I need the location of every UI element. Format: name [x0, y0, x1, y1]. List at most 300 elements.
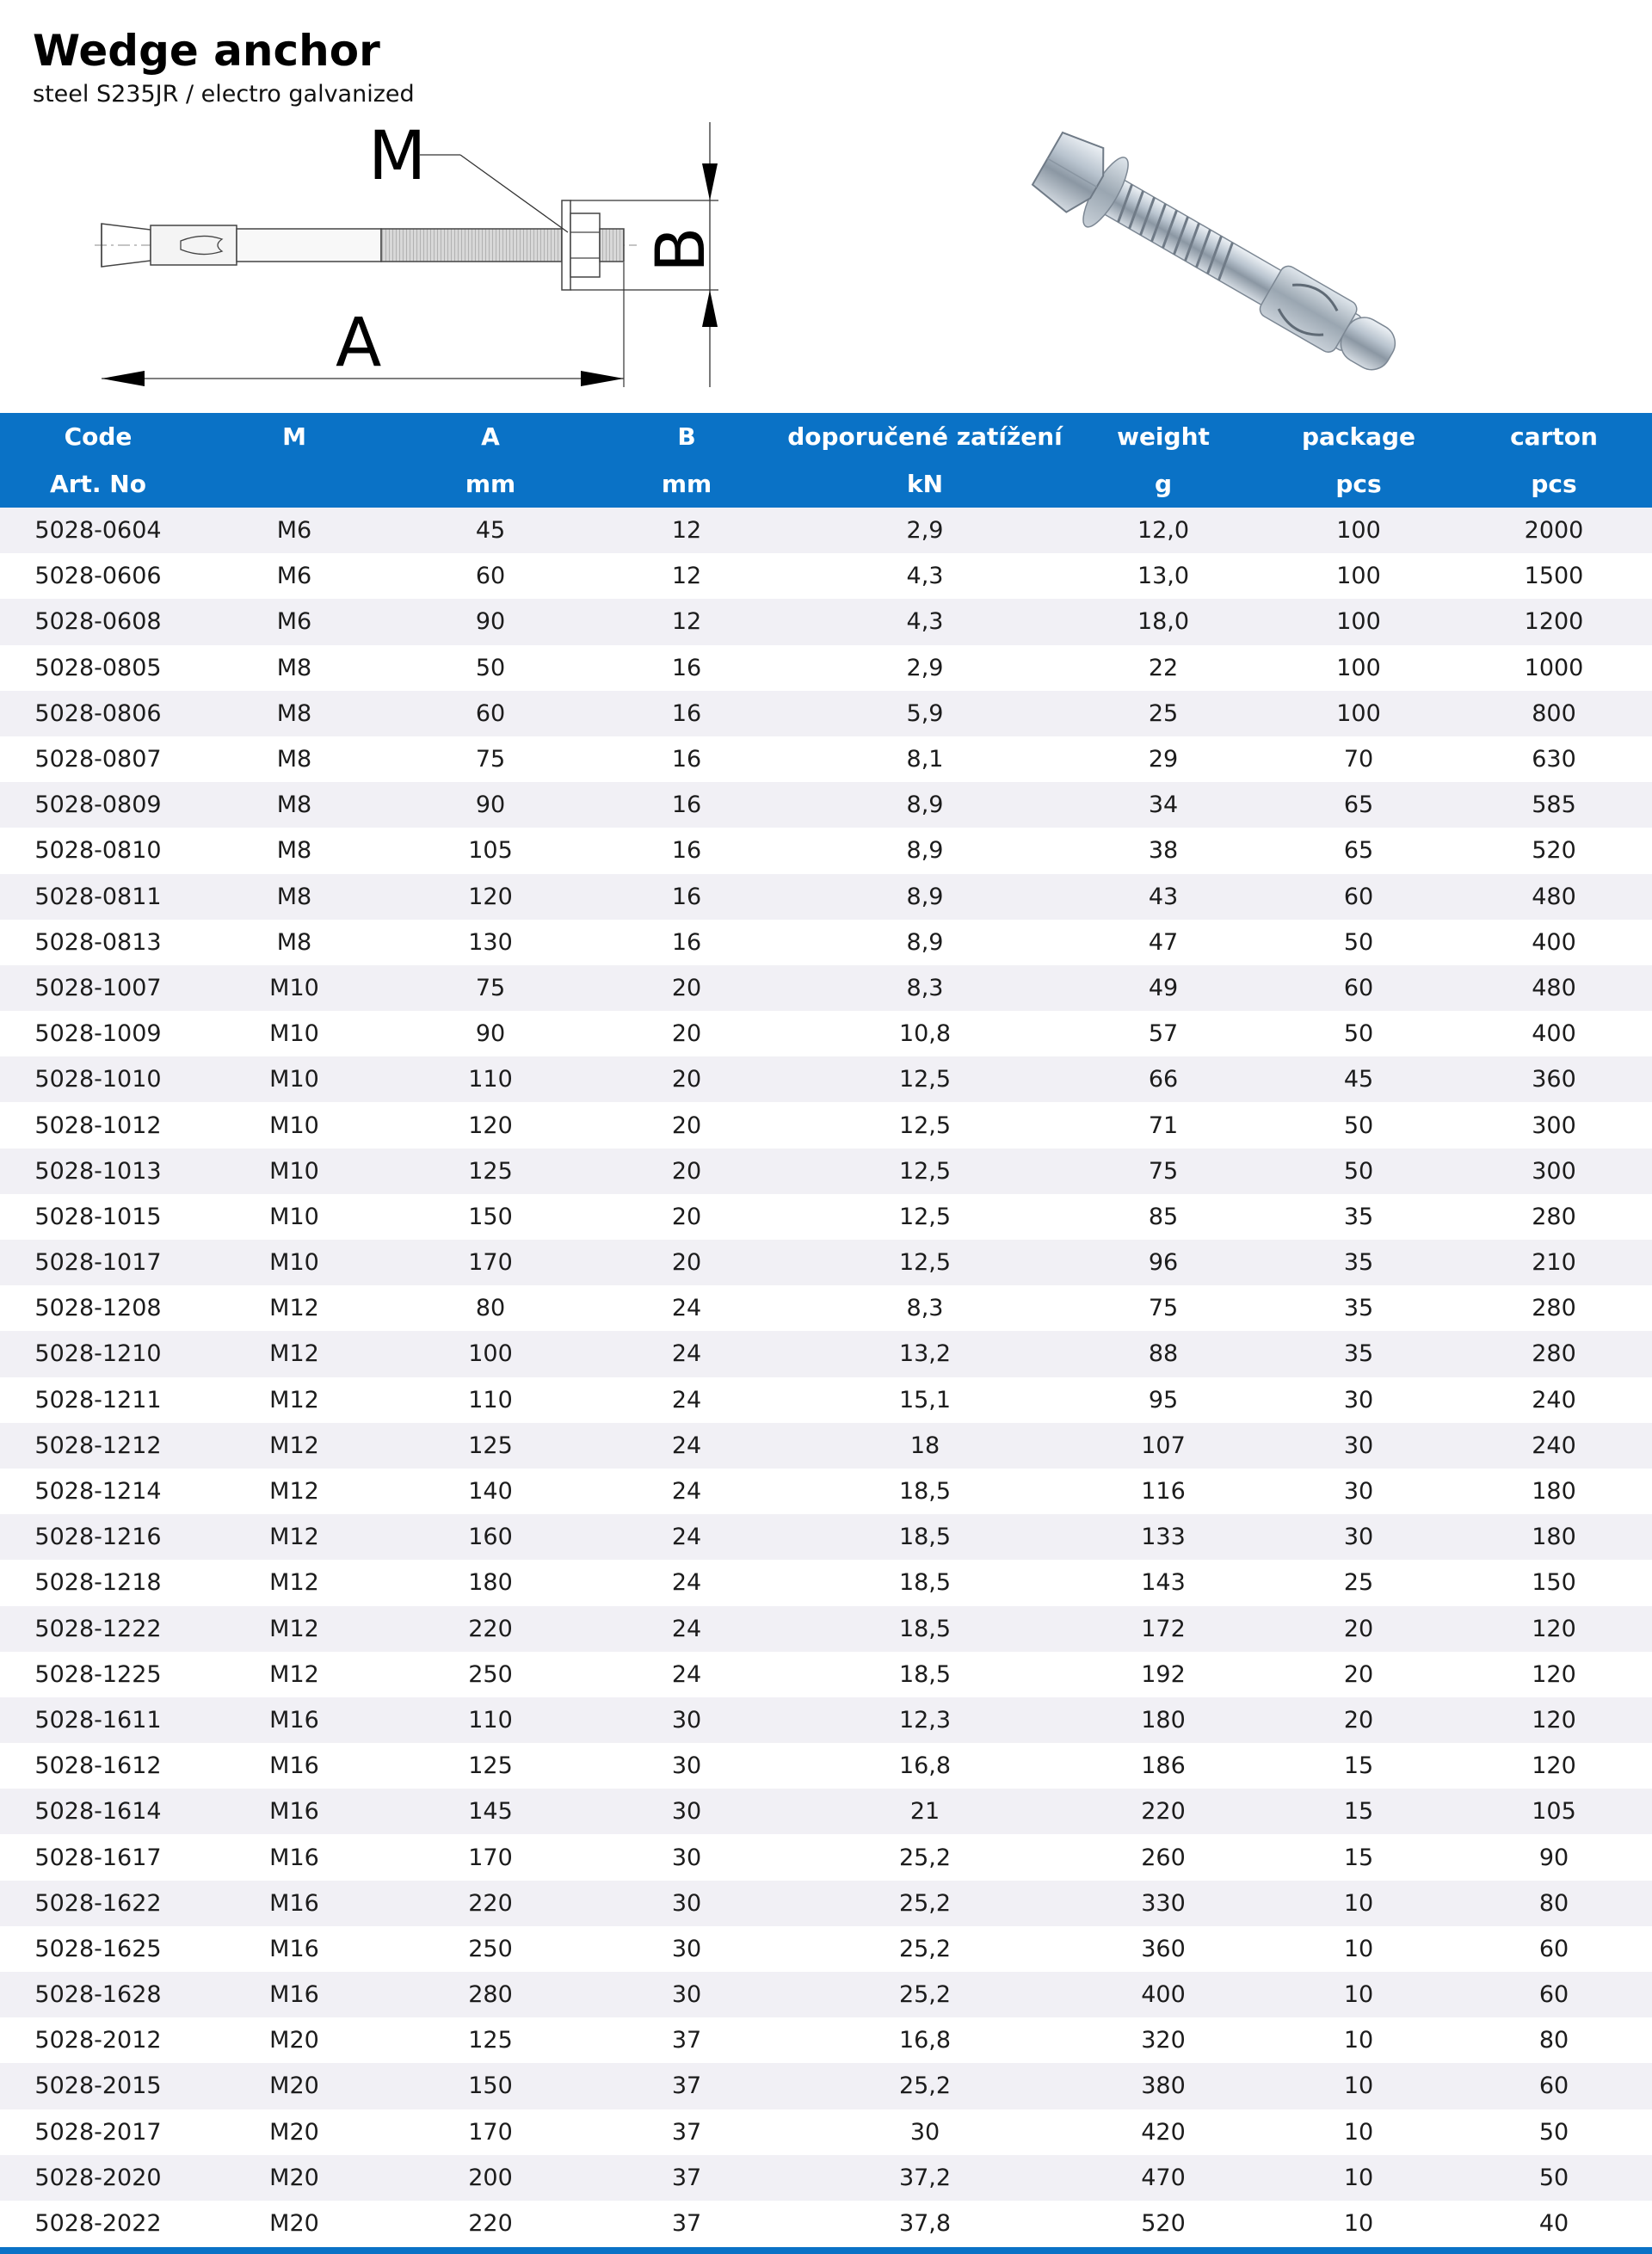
table-row [0, 645, 1652, 691]
cell-a: 45 [475, 517, 506, 545]
cell-weight: 71 [1148, 1112, 1179, 1139]
cell-b: 20 [671, 1203, 702, 1230]
cell-weight: 330 [1141, 1889, 1186, 1917]
column-header-b: B [677, 422, 696, 451]
cell-code: 5028-1009 [34, 1020, 162, 1048]
cell-carton: 240 [1532, 1386, 1576, 1413]
cell-a: 90 [475, 791, 506, 819]
bottom-accent-bar [0, 2247, 1652, 2254]
cell-carton: 120 [1532, 1660, 1576, 1688]
cell-package: 10 [1343, 1935, 1374, 1962]
cell-carton: 400 [1532, 1020, 1576, 1048]
cell-code: 5028-0807 [34, 746, 162, 773]
cell-weight: 18,0 [1137, 608, 1190, 636]
cell-carton: 60 [1538, 1981, 1569, 2009]
cell-m: M6 [276, 608, 312, 636]
cell-carton: 240 [1532, 1432, 1576, 1459]
table-row [0, 1560, 1652, 1605]
cell-b: 12 [671, 563, 702, 590]
cell-load: 30 [909, 2118, 940, 2146]
cell-weight: 43 [1148, 883, 1179, 910]
cell-m: M20 [269, 2072, 319, 2100]
table-row [0, 1285, 1652, 1331]
cell-carton: 800 [1532, 699, 1576, 727]
cell-weight: 420 [1141, 2118, 1186, 2146]
cell-b: 16 [671, 791, 702, 819]
cell-load: 37,8 [898, 2210, 952, 2238]
cell-load: 25,2 [898, 1844, 952, 1871]
cell-load: 37,2 [898, 2164, 952, 2191]
cell-carton: 480 [1532, 974, 1576, 1001]
cell-a: 170 [468, 1249, 513, 1277]
table-row [0, 553, 1652, 599]
cell-load: 13,2 [898, 1340, 952, 1368]
cell-load: 25,2 [898, 1935, 952, 1962]
cell-carton: 400 [1532, 928, 1576, 956]
cell-load: 18,5 [898, 1524, 952, 1551]
cell-package: 15 [1343, 1844, 1374, 1871]
cell-m: M12 [269, 1660, 319, 1688]
cell-a: 220 [468, 1615, 513, 1642]
table-row [0, 2063, 1652, 2109]
cell-carton: 180 [1532, 1524, 1576, 1551]
table-row [0, 599, 1652, 644]
cell-b: 24 [671, 1524, 702, 1551]
column-header-weight: weight [1117, 422, 1210, 451]
table-row [0, 1606, 1652, 1652]
cell-package: 15 [1343, 1752, 1374, 1780]
cell-carton: 120 [1532, 1752, 1576, 1780]
cell-weight: 520 [1141, 2210, 1186, 2238]
cell-carton: 585 [1532, 791, 1576, 819]
cell-m: M10 [269, 1066, 319, 1093]
cell-weight: 88 [1148, 1340, 1179, 1368]
cell-a: 250 [468, 1660, 513, 1688]
table-row [0, 1469, 1652, 1514]
cell-m: M10 [269, 1157, 319, 1185]
cell-carton: 480 [1532, 883, 1576, 910]
cell-a: 110 [468, 1066, 513, 1093]
cell-m: M8 [276, 746, 312, 773]
cell-b: 16 [671, 746, 702, 773]
column-unit-a: mm [465, 470, 516, 498]
cell-code: 5028-1012 [34, 1112, 162, 1139]
cell-weight: 66 [1148, 1066, 1179, 1093]
cell-code: 5028-0608 [34, 608, 162, 636]
cell-b: 30 [671, 1752, 702, 1780]
cell-weight: 96 [1148, 1249, 1179, 1277]
cell-carton: 1500 [1524, 563, 1584, 590]
cell-load: 18,5 [898, 1660, 952, 1688]
cell-carton: 80 [1538, 2027, 1569, 2054]
cell-load: 12,5 [898, 1203, 952, 1230]
cell-code: 5028-1222 [34, 1615, 162, 1642]
cell-load: 8,1 [906, 746, 944, 773]
table-row [0, 1240, 1652, 1285]
cell-b: 20 [671, 1112, 702, 1139]
cell-code: 5028-1013 [34, 1157, 162, 1185]
cell-b: 24 [671, 1432, 702, 1459]
cell-b: 20 [671, 1020, 702, 1048]
cell-weight: 107 [1141, 1432, 1186, 1459]
cell-package: 10 [1343, 2210, 1374, 2238]
cell-package: 25 [1343, 1569, 1374, 1597]
cell-package: 50 [1343, 1157, 1374, 1185]
column-unit-code: Art. No [50, 470, 146, 498]
table-row [0, 1514, 1652, 1560]
cell-a: 130 [468, 928, 513, 956]
cell-carton: 280 [1532, 1340, 1576, 1368]
cell-load: 8,3 [906, 974, 944, 1001]
column-unit-carton: pcs [1531, 470, 1577, 498]
cell-load: 16,8 [898, 1752, 952, 1780]
cell-package: 20 [1343, 1660, 1374, 1688]
cell-weight: 29 [1148, 746, 1179, 773]
table-row [0, 782, 1652, 828]
column-header-package: package [1301, 422, 1416, 451]
column-header-m: M [282, 422, 306, 451]
cell-carton: 120 [1532, 1706, 1576, 1734]
cell-m: M8 [276, 654, 312, 681]
cell-b: 37 [671, 2118, 702, 2146]
cell-carton: 300 [1532, 1157, 1576, 1185]
cell-load: 25,2 [898, 2072, 952, 2100]
cell-code: 5028-1628 [34, 1981, 162, 2009]
cell-b: 30 [671, 1706, 702, 1734]
table-row [0, 920, 1652, 965]
cell-code: 5028-2017 [34, 2118, 162, 2146]
cell-package: 65 [1343, 791, 1374, 819]
cell-code: 5028-0811 [34, 883, 162, 910]
cell-load: 2,9 [906, 654, 944, 681]
cell-a: 105 [468, 837, 513, 865]
cell-package: 30 [1343, 1524, 1374, 1551]
cell-package: 100 [1336, 563, 1381, 590]
cell-b: 24 [671, 1478, 702, 1506]
cell-code: 5028-0809 [34, 791, 162, 819]
cell-a: 75 [475, 746, 506, 773]
cell-carton: 360 [1532, 1066, 1576, 1093]
cell-a: 150 [468, 2072, 513, 2100]
cell-carton: 40 [1538, 2210, 1569, 2238]
cell-weight: 49 [1148, 974, 1179, 1001]
cell-package: 45 [1343, 1066, 1374, 1093]
cell-a: 145 [468, 1798, 513, 1826]
cell-m: M6 [276, 517, 312, 545]
cell-code: 5028-1218 [34, 1569, 162, 1597]
cell-b: 37 [671, 2164, 702, 2191]
cell-weight: 12,0 [1137, 517, 1190, 545]
table-row [0, 1331, 1652, 1376]
cell-code: 5028-0606 [34, 563, 162, 590]
cell-m: M16 [269, 1889, 319, 1917]
cell-b: 20 [671, 974, 702, 1001]
cell-weight: 95 [1148, 1386, 1179, 1413]
table-row [0, 2109, 1652, 2155]
column-unit-m [196, 460, 392, 508]
cell-m: M8 [276, 791, 312, 819]
table-row [0, 736, 1652, 782]
cell-package: 10 [1343, 2164, 1374, 2191]
cell-code: 5028-1625 [34, 1935, 162, 1962]
cell-b: 16 [671, 654, 702, 681]
table-row [0, 1011, 1652, 1056]
cell-b: 30 [671, 1981, 702, 2009]
cell-b: 37 [671, 2210, 702, 2238]
page-title: Wedge anchor [33, 26, 380, 76]
cell-package: 50 [1343, 1020, 1374, 1048]
cell-package: 20 [1343, 1615, 1374, 1642]
cell-package: 10 [1343, 1981, 1374, 2009]
cell-m: M8 [276, 883, 312, 910]
table-row [0, 1834, 1652, 1880]
cell-code: 5028-1212 [34, 1432, 162, 1459]
cell-code: 5028-1210 [34, 1340, 162, 1368]
cell-weight: 47 [1148, 928, 1179, 956]
cell-b: 16 [671, 883, 702, 910]
cell-package: 10 [1343, 2027, 1374, 2054]
cell-load: 12,5 [898, 1157, 952, 1185]
cell-m: M16 [269, 1935, 319, 1962]
cell-b: 20 [671, 1157, 702, 1185]
cell-code: 5028-1007 [34, 974, 162, 1001]
cell-m: M10 [269, 1249, 319, 1277]
cell-a: 90 [475, 1020, 506, 1048]
cell-b: 24 [671, 1340, 702, 1368]
table-row [0, 1056, 1652, 1102]
label-m: M [368, 118, 427, 195]
cell-b: 16 [671, 928, 702, 956]
table-row [0, 1881, 1652, 1926]
table-row [0, 1789, 1652, 1834]
cell-m: M12 [269, 1295, 319, 1322]
cell-code: 5028-1017 [34, 1249, 162, 1277]
cell-load: 8,3 [906, 1295, 944, 1322]
column-header-load: doporučené zatížení [787, 422, 1063, 451]
cell-load: 8,9 [906, 837, 944, 865]
cell-m: M20 [269, 2210, 319, 2238]
cell-b: 24 [671, 1295, 702, 1322]
cell-carton: 1000 [1524, 654, 1584, 681]
table-row [0, 1743, 1652, 1789]
cell-weight: 25 [1148, 699, 1179, 727]
cell-weight: 192 [1141, 1660, 1186, 1688]
cell-a: 125 [468, 2027, 513, 2054]
label-a: A [336, 305, 382, 382]
cell-load: 8,9 [906, 883, 944, 910]
cell-package: 50 [1343, 928, 1374, 956]
cell-weight: 85 [1148, 1203, 1179, 1230]
cell-a: 170 [468, 1844, 513, 1871]
anchor-dimension-drawing [86, 112, 740, 396]
cell-m: M10 [269, 1112, 319, 1139]
cell-weight: 360 [1141, 1935, 1186, 1962]
table-row [0, 1377, 1652, 1423]
table-row [0, 691, 1652, 736]
cell-weight: 186 [1141, 1752, 1186, 1780]
cell-code: 5028-1622 [34, 1889, 162, 1917]
cell-m: M20 [269, 2118, 319, 2146]
cell-a: 125 [468, 1752, 513, 1780]
cell-code: 5028-2022 [34, 2210, 162, 2238]
column-unit-load: kN [906, 470, 944, 498]
cell-a: 120 [468, 1112, 513, 1139]
cell-m: M12 [269, 1386, 319, 1413]
cell-m: M16 [269, 1844, 319, 1871]
cell-a: 250 [468, 1935, 513, 1962]
cell-package: 65 [1343, 837, 1374, 865]
cell-code: 5028-2015 [34, 2072, 162, 2100]
cell-code: 5028-0805 [34, 654, 162, 681]
cell-a: 110 [468, 1706, 513, 1734]
cell-code: 5028-1211 [34, 1386, 162, 1413]
cell-code: 5028-1614 [34, 1798, 162, 1826]
table-row [0, 1652, 1652, 1697]
label-b: B [643, 226, 720, 273]
cell-load: 5,9 [906, 699, 944, 727]
cell-package: 30 [1343, 1432, 1374, 1459]
cell-carton: 280 [1532, 1295, 1576, 1322]
table-row [0, 1926, 1652, 1972]
cell-a: 50 [475, 654, 506, 681]
cell-m: M12 [269, 1524, 319, 1551]
cell-package: 50 [1343, 1112, 1374, 1139]
cell-m: M16 [269, 1981, 319, 2009]
cell-weight: 34 [1148, 791, 1179, 819]
table-row [0, 1423, 1652, 1469]
cell-m: M16 [269, 1706, 319, 1734]
cell-load: 21 [909, 1798, 940, 1826]
cell-a: 125 [468, 1432, 513, 1459]
cell-weight: 220 [1141, 1798, 1186, 1826]
cell-load: 16,8 [898, 2027, 952, 2054]
wedge-anchor-photo [981, 69, 1480, 379]
cell-m: M6 [276, 563, 312, 590]
cell-load: 8,9 [906, 928, 944, 956]
cell-carton: 90 [1538, 1844, 1569, 1871]
cell-package: 100 [1336, 517, 1381, 545]
cell-a: 90 [475, 608, 506, 636]
product-table [0, 413, 1652, 2246]
cell-a: 80 [475, 1295, 506, 1322]
cell-a: 100 [468, 1340, 513, 1368]
cell-m: M20 [269, 2027, 319, 2054]
cell-a: 110 [468, 1386, 513, 1413]
cell-package: 70 [1343, 746, 1374, 773]
cell-code: 5028-1617 [34, 1844, 162, 1871]
cell-package: 60 [1343, 974, 1374, 1001]
cell-a: 75 [475, 974, 506, 1001]
cell-a: 150 [468, 1203, 513, 1230]
cell-carton: 50 [1538, 2118, 1569, 2146]
cell-a: 60 [475, 699, 506, 727]
cell-b: 24 [671, 1615, 702, 1642]
cell-weight: 75 [1148, 1157, 1179, 1185]
cell-carton: 1200 [1524, 608, 1584, 636]
cell-weight: 133 [1141, 1524, 1186, 1551]
cell-package: 10 [1343, 2118, 1374, 2146]
cell-package: 100 [1336, 654, 1381, 681]
cell-package: 35 [1343, 1295, 1374, 1322]
cell-b: 16 [671, 837, 702, 865]
column-header-code: Code [64, 422, 133, 451]
cell-m: M16 [269, 1752, 319, 1780]
cell-m: M12 [269, 1340, 319, 1368]
cell-m: M12 [269, 1569, 319, 1597]
column-header-carton: carton [1510, 422, 1598, 451]
cell-load: 8,9 [906, 791, 944, 819]
cell-carton: 105 [1532, 1798, 1576, 1826]
cell-a: 220 [468, 1889, 513, 1917]
cell-m: M8 [276, 928, 312, 956]
cell-m: M12 [269, 1478, 319, 1506]
page-subtitle: steel S235JR / electro galvanized [33, 81, 415, 108]
cell-carton: 300 [1532, 1112, 1576, 1139]
cell-code: 5028-1225 [34, 1660, 162, 1688]
cell-m: M12 [269, 1615, 319, 1642]
cell-code: 5028-1010 [34, 1066, 162, 1093]
cell-package: 60 [1343, 883, 1374, 910]
cell-carton: 280 [1532, 1203, 1576, 1230]
cell-package: 20 [1343, 1706, 1374, 1734]
cell-carton: 520 [1532, 837, 1576, 865]
header-row-labels [0, 413, 1652, 460]
cell-package: 35 [1343, 1340, 1374, 1368]
cell-weight: 172 [1141, 1615, 1186, 1642]
cell-code: 5028-1612 [34, 1752, 162, 1780]
cell-code: 5028-0810 [34, 837, 162, 865]
cell-b: 30 [671, 1889, 702, 1917]
cell-m: M8 [276, 837, 312, 865]
cell-a: 120 [468, 883, 513, 910]
table-row [0, 2017, 1652, 2063]
cell-load: 25,2 [898, 1889, 952, 1917]
cell-carton: 60 [1538, 1935, 1569, 1962]
cell-m: M20 [269, 2164, 319, 2191]
cell-b: 24 [671, 1386, 702, 1413]
cell-load: 12,3 [898, 1706, 952, 1734]
cell-a: 170 [468, 2118, 513, 2146]
cell-b: 37 [671, 2072, 702, 2100]
cell-weight: 143 [1141, 1569, 1186, 1597]
cell-load: 4,3 [906, 563, 944, 590]
cell-load: 10,8 [898, 1020, 952, 1048]
cell-b: 20 [671, 1249, 702, 1277]
cell-code: 5028-0806 [34, 699, 162, 727]
cell-load: 2,9 [906, 517, 944, 545]
cell-weight: 57 [1148, 1020, 1179, 1048]
cell-a: 280 [468, 1981, 513, 2009]
cell-code: 5028-0604 [34, 517, 162, 545]
cell-b: 12 [671, 608, 702, 636]
cell-a: 140 [468, 1478, 513, 1506]
table-row [0, 1102, 1652, 1148]
table-row [0, 2155, 1652, 2201]
cell-package: 10 [1343, 1889, 1374, 1917]
cell-weight: 320 [1141, 2027, 1186, 2054]
cell-weight: 380 [1141, 2072, 1186, 2100]
cell-weight: 13,0 [1137, 563, 1190, 590]
cell-load: 18,5 [898, 1569, 952, 1597]
cell-code: 5028-1216 [34, 1524, 162, 1551]
cell-package: 30 [1343, 1478, 1374, 1506]
cell-package: 100 [1336, 699, 1381, 727]
cell-weight: 22 [1148, 654, 1179, 681]
cell-load: 12,5 [898, 1249, 952, 1277]
cell-code: 5028-0813 [34, 928, 162, 956]
cell-package: 35 [1343, 1203, 1374, 1230]
cell-carton: 630 [1532, 746, 1576, 773]
